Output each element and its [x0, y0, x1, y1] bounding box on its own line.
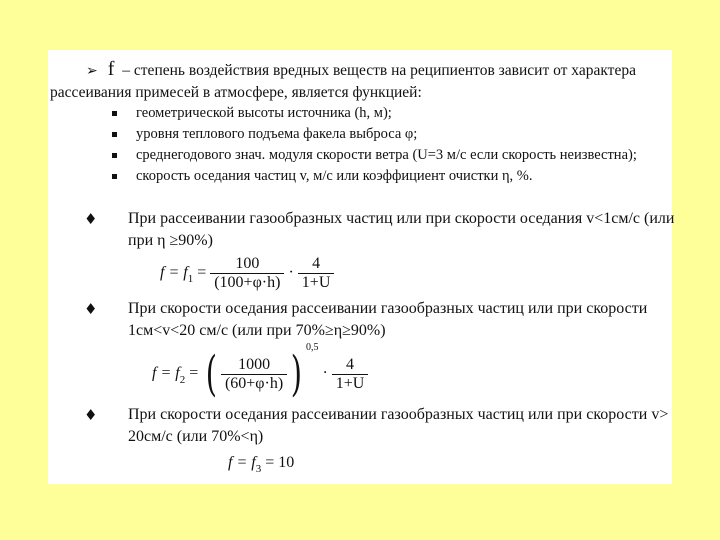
fraction-100: $\frac{100}{(100+\varphi\cdot h)}$ — [210, 255, 284, 292]
f-symbol: f — [107, 58, 115, 80]
square-bullet-icon — [112, 132, 117, 137]
intro-text-1: – степень воздействия вредных веществ на реципиентов зависит от характера — [122, 62, 636, 79]
fraction-4: $\frac{4}{1+U}$ — [332, 356, 369, 393]
slide-panel — [48, 50, 675, 484]
diamond-bullet-icon: ♦ — [84, 300, 98, 318]
diamond-bullet-icon: ♦ — [84, 406, 98, 424]
formula-f1: $f = f_1$ = $\frac{100}{(100+\varphi\cdot h)}$ · $\frac{4}{1+U}$ — [160, 255, 334, 292]
intro-line-1 — [86, 58, 636, 81]
intro-line-2: рассеивания примесей в атмосфере, является функцией: — [50, 84, 422, 101]
factor-item: среднегодового знач. модуля скорости ветра (U=3 м/с если скорость неизвестна); — [112, 145, 637, 166]
square-bullet-icon — [112, 111, 117, 116]
formula-f3: $f = f_3 = 10$ — [228, 454, 295, 475]
factor-list — [112, 103, 637, 187]
case-1-text: При рассеивании газообразных частиц или при скорости оседания v<1см/с (или при η ≥90%) — [128, 210, 675, 249]
case-2-text: При скорости оседания рассеивании газообразных частиц или при скорости 1см<v<20 см/с (или при 70%≥η≥90%) — [128, 300, 648, 339]
case-3-text: При скорости оседания рассеивании газообразных частиц или при скорости v> 20см/с (или 70%<η) — [128, 406, 669, 445]
fraction-1000: $\frac{1000}{(60+\varphi\cdot h)}$ — [221, 356, 287, 393]
arrow-bullet-icon: ➢ — [86, 63, 98, 79]
square-bullet-icon — [112, 153, 117, 158]
diamond-bullet-icon: ♦ — [84, 210, 98, 228]
fraction-4: $\frac{4}{1+U}$ — [298, 255, 335, 292]
factor-item: геометрической высоты источника (h, м); — [112, 103, 637, 124]
formula-f2: $f = f_2$ = ( $\frac{1000}{(60+\varphi\cdot h)}$ ) $^{0,5}$ · $\frac{4}{1+U}$ — [152, 350, 368, 398]
square-bullet-icon — [112, 174, 117, 179]
factor-item: уровня теплового подъема факела выброса φ; — [112, 124, 637, 145]
factor-item: скорость оседания частиц v, м/с или коэффициент очистки η, %. — [112, 166, 637, 187]
